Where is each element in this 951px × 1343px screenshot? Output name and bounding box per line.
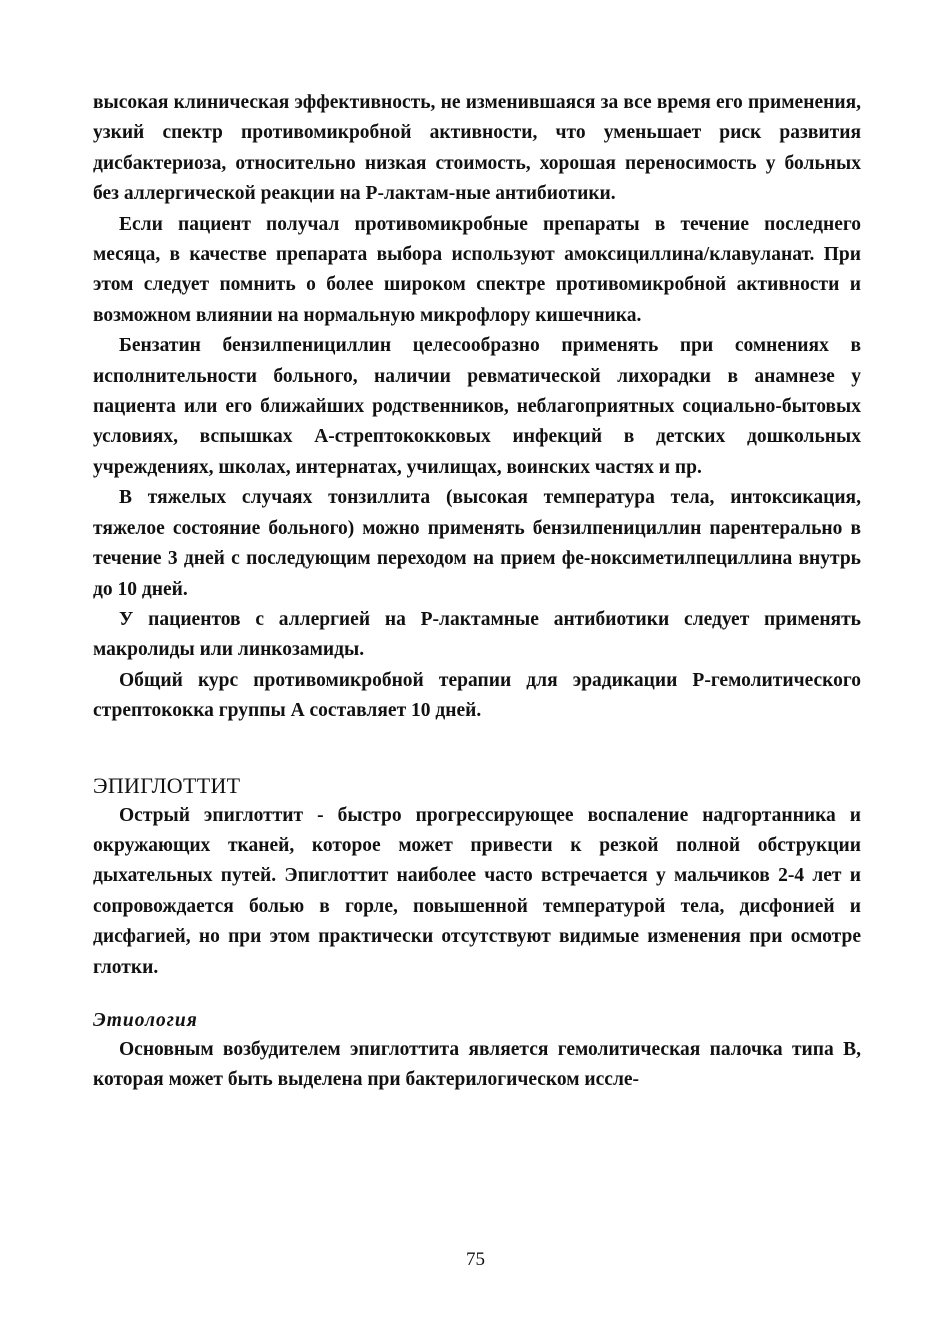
- paragraph-amoxicillin: Если пациент получал противомикробные препараты в течение последнего месяца, в качестве препарата выбора используют амоксициллина/клавуланат. При этом следует помнить о более широком спектре противомикробной активности и возможном влиянии на нормальную микрофлору кишечника.: [93, 213, 861, 326]
- paragraph-continuation: высокая клиническая эффективность, не изменившаяся за все время его применения, узкий спектр противомикробной активности, что уменьшает риск развития дисбактериоза, относительно низкая стоимость, хорошая переносимость у больных без аллергической реакции на Р-лактам-ные антибиотики.: [93, 92, 861, 205]
- page-number: 75: [466, 1249, 485, 1270]
- paragraph-epiglottitis: Острый эпиглоттит - быстро прогрессирующее воспаление надгортанника и окружающих тканей, которое может привести к резкой полной обструкции дыхательных путей. Эпиглоттит наиболее часто встречается у мальчиков 2-4 лет и сопровождается болью в горле, повышенной температурой тела, дисфонией и дисфагией, но при этом практически отсутствуют видимые изменения при осмотре глотки.: [93, 804, 861, 978]
- paragraph-allergy: У пациентов с аллергией на Р-лактамные антибиотики следует применять макролиды или линкозамиды.: [93, 608, 861, 661]
- paragraph-severe-cases: В тяжелых случаях тонзиллита (высокая температура тела, интоксикация, тяжелое состояние больного) можно применять бензилпенициллин парентерально в течение 3 дней с последующим переходом на прием фе-ноксиметилпециллина внутрь до 10 дней.: [93, 487, 861, 600]
- paragraph-course: Общий курс противомикробной терапии для эрадикации Р-гемолитического стрептококка группы А составляет 10 дней.: [93, 669, 861, 722]
- paragraph-etiology: Основным возбудителем эпиглоттита является гемолитическая палочка типа В, которая может быть выделена при бактерилогическом иссле-: [93, 1038, 861, 1091]
- page-content: [93, 88, 861, 1096]
- paragraph-benzathine: Бензатин бензилпенициллин целесообразно применять при сомнениях в исполнительности больного, наличии ревматической лихорадки в анамнезе у пациента или его ближайших родственников, неблагоприятных социально-бытовых условиях, вспышках А-стрептококковых инфекций в детских дошкольных учреждениях, школах, интернатах, училищах, воинских частях и пр.: [93, 335, 861, 478]
- section-title: ЭПИГЛОТТИТ: [93, 772, 241, 798]
- subsection-title: Этиология: [93, 1009, 198, 1031]
